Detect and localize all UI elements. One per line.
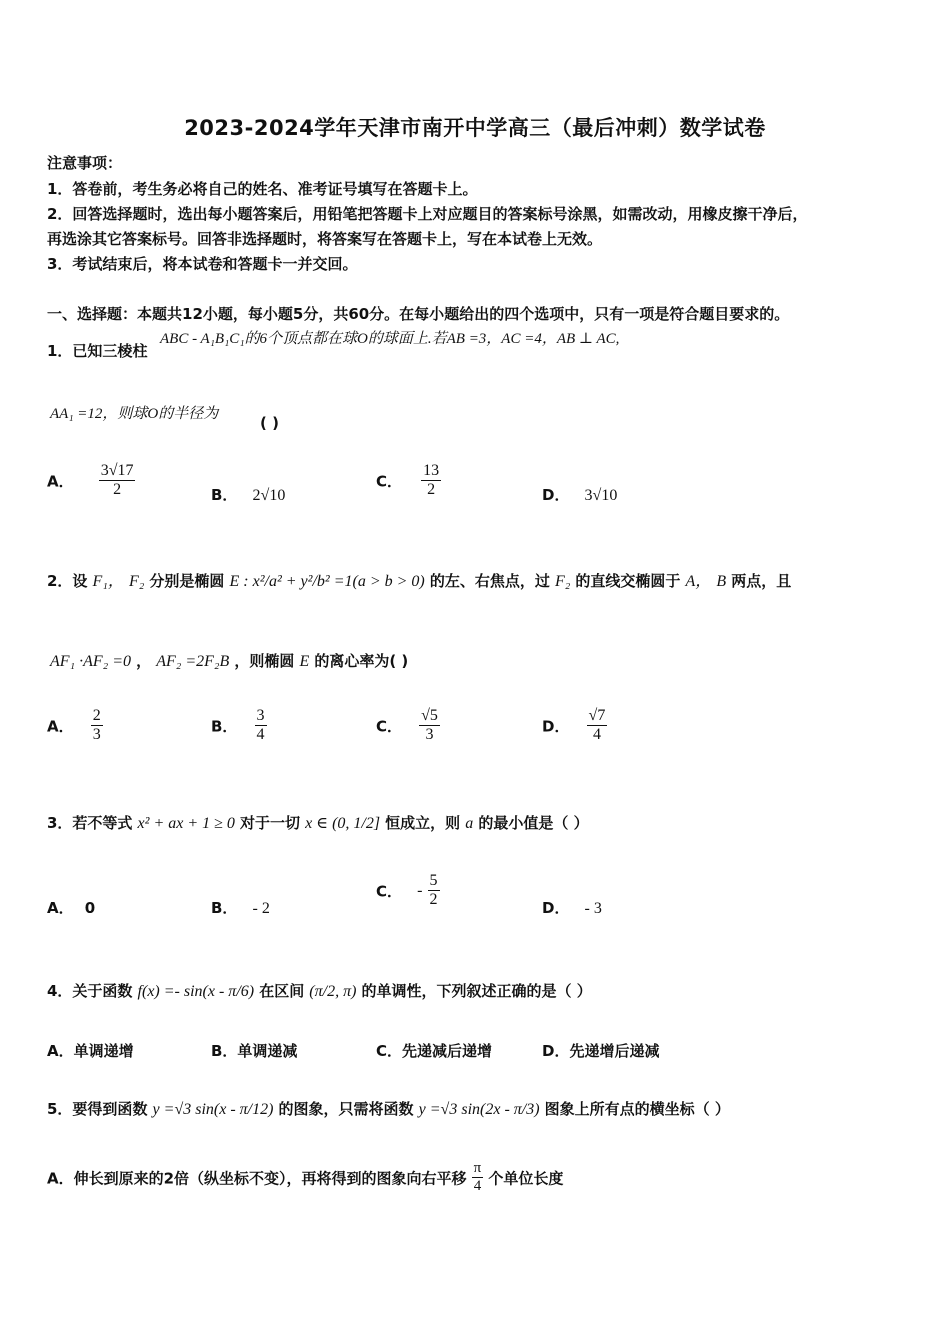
q4-function: f(x) =- sin(x - π/6) bbox=[137, 983, 255, 1000]
q2-cond1: AF₁ ·AF₂ =0 bbox=[50, 653, 132, 670]
q2-option-a[interactable] bbox=[47, 707, 103, 745]
notice-heading: 注意事项： bbox=[47, 154, 123, 172]
q1-condition-2: AA₁ =12，则球O的半径为 bbox=[50, 406, 219, 422]
q2-f2-b: F₂ bbox=[554, 573, 571, 590]
q2-c-num: √5 bbox=[419, 707, 440, 726]
q1-d-value: 3√10 bbox=[584, 487, 618, 504]
q1-condition: ABC - A₁B₁C₁的6个顶点都在球O的球面上.若AB =3，AC =4，AB ⊥ AC, bbox=[160, 331, 620, 347]
q2-option-d-label: D． bbox=[542, 717, 570, 736]
q5-function-1: y =√3 sin(x - π/12) bbox=[152, 1101, 274, 1118]
q1-label: 1．已知三棱柱 bbox=[47, 342, 148, 360]
page-title: 2023-2024学年天津市南开中学高三（最后冲刺）数学试卷 bbox=[184, 116, 766, 140]
q3-label: 3．若不等式 bbox=[47, 814, 133, 832]
q2-option-b[interactable] bbox=[211, 707, 267, 745]
q2-option-d[interactable] bbox=[542, 707, 607, 745]
q1-c-num: 13 bbox=[421, 462, 441, 481]
q3-option-d[interactable] bbox=[542, 897, 602, 918]
q2-d-num: √7 bbox=[587, 707, 608, 726]
q2-comma: ， bbox=[136, 652, 152, 670]
q4-option-b[interactable]: B．单调递减 bbox=[211, 1042, 298, 1060]
q4-option-a[interactable]: A．单调递增 bbox=[47, 1042, 134, 1060]
q2-label: 2．设 bbox=[47, 572, 88, 590]
q2-b-num: 3 bbox=[255, 707, 267, 726]
q3-b-value: - 2 bbox=[252, 900, 270, 917]
q2-a-num: 2 bbox=[91, 707, 103, 726]
notice-item-1: 1．答卷前，考生务必将自己的姓名、准考证号填写在答题卡上。 bbox=[47, 180, 478, 198]
q4-stem bbox=[47, 980, 592, 1001]
q2-ellipse: E : x²/a² + y²/b² =1(a > b > 0) bbox=[229, 573, 425, 590]
q2-f1: F₁， bbox=[92, 573, 124, 590]
q3-option-c-label: C． bbox=[376, 882, 403, 901]
q1-option-a-label: A． bbox=[47, 472, 74, 491]
q2-a-den: 3 bbox=[92, 726, 101, 744]
q2-point-b: B bbox=[716, 573, 727, 590]
q3-tail2: 的最小值是（ ） bbox=[478, 814, 589, 832]
q3-tail: 恒成立，则 bbox=[385, 814, 461, 832]
q2-mid1: 分别是椭圆 bbox=[149, 572, 225, 590]
notice-item-2-cont: 再选涂其它答案标号。回答非选择题时，将答案写在答题卡上，写在本试卷上无效。 bbox=[47, 230, 603, 248]
q2-mid4: 两点，且 bbox=[731, 572, 792, 590]
q3-c-sign: - bbox=[417, 881, 423, 899]
q5-label: 5．要得到函数 bbox=[47, 1100, 148, 1118]
q3-var: a bbox=[465, 815, 474, 832]
q5-tail: 图象上所有点的横坐标（ ） bbox=[544, 1100, 730, 1118]
q4-option-c[interactable]: C．先递减后递增 bbox=[376, 1042, 493, 1060]
q2-d-den: 4 bbox=[592, 726, 601, 744]
q2-option-c[interactable] bbox=[376, 707, 440, 745]
q1-a-num: 3√17 bbox=[99, 462, 136, 481]
q5-option-a-suffix: 个单位长度 bbox=[488, 1169, 564, 1188]
q3-option-d-label: D． bbox=[542, 899, 570, 917]
q1-c-den: 2 bbox=[427, 481, 436, 499]
q5-option-a[interactable] bbox=[47, 1160, 563, 1196]
q3-stem bbox=[47, 812, 589, 833]
q4-tail: 的单调性，下列叙述正确的是（ ） bbox=[361, 982, 592, 1000]
q2-tail2: 的离心率为( ) bbox=[314, 652, 409, 670]
q2-c-den: 3 bbox=[425, 726, 434, 744]
q2-stem-2 bbox=[50, 650, 408, 671]
q2-e: E bbox=[299, 653, 310, 670]
q3-mid: 对于一切 bbox=[240, 814, 301, 832]
q3-a-value: 0 bbox=[84, 899, 96, 917]
q3-c-den: 2 bbox=[429, 891, 438, 909]
q1-option-c[interactable] bbox=[376, 462, 441, 500]
q5-option-a-text: A．伸长到原来的2倍（纵坐标不变），再将得到的图象向右平移 bbox=[47, 1169, 467, 1188]
q3-option-a[interactable] bbox=[47, 897, 95, 918]
q4-option-d[interactable]: D．先递增后递减 bbox=[542, 1042, 660, 1060]
q4-mid: 在区间 bbox=[259, 982, 305, 1000]
q2-option-b-label: B． bbox=[211, 717, 238, 736]
q1-b-value: 2√10 bbox=[252, 487, 286, 504]
q2-option-a-label: A． bbox=[47, 717, 74, 736]
q5-function-2: y =√3 sin(2x - π/3) bbox=[418, 1101, 540, 1118]
q1-option-b[interactable] bbox=[211, 484, 285, 505]
q2-option-c-label: C． bbox=[376, 717, 403, 736]
q2-point-a: A， bbox=[685, 573, 712, 590]
q3-d-value: - 3 bbox=[584, 900, 602, 917]
q5-stem bbox=[47, 1098, 730, 1119]
q5-a-frac-den: 4 bbox=[473, 1178, 482, 1195]
q3-option-b[interactable] bbox=[211, 897, 270, 918]
q2-b-den: 4 bbox=[256, 726, 265, 744]
q1-option-c-label: C． bbox=[376, 472, 403, 491]
q3-option-c[interactable] bbox=[376, 872, 440, 910]
q3-inequality: x² + ax + 1 ≥ 0 bbox=[137, 815, 235, 832]
q1-option-d[interactable] bbox=[542, 484, 617, 505]
q5-mid: 的图象，只需将函数 bbox=[278, 1100, 414, 1118]
q1-a-den: 2 bbox=[113, 481, 122, 499]
q1-option-a[interactable] bbox=[47, 462, 135, 500]
notice-item-3: 3．考试结束后，将本试卷和答题卡一并交回。 bbox=[47, 255, 358, 273]
q1-option-d-label: D． bbox=[542, 486, 570, 504]
q4-label: 4．关于函数 bbox=[47, 982, 133, 1000]
q3-option-a-label: A． bbox=[47, 899, 74, 917]
q2-mid2: 的左、右焦点，过 bbox=[429, 572, 550, 590]
section-heading: 一、选择题：本题共12小题，每小题5分，共60分。在每小题给出的四个选项中，只有一项是符合题目要求的。 bbox=[47, 305, 790, 323]
q3-option-b-label: B． bbox=[211, 899, 238, 917]
q2-mid3: 的直线交椭圆于 bbox=[575, 572, 681, 590]
q3-domain: x ∈ (0, 1/2] bbox=[305, 815, 381, 832]
q2-f2: F₂ bbox=[128, 573, 145, 590]
q3-c-num: 5 bbox=[428, 872, 440, 891]
q4-interval: (π/2, π) bbox=[309, 983, 357, 1000]
q5-a-frac-num: π bbox=[472, 1160, 484, 1178]
q1-paren: ( ) bbox=[260, 414, 279, 432]
q2-cond2: AF₂ =2F₂B bbox=[156, 653, 230, 670]
notice-item-2: 2．回答选择题时，选出每小题答案后，用铅笔把答题卡上对应题目的答案标号涂黑，如需改动，用橡皮擦干净后， bbox=[47, 205, 808, 223]
q2-stem bbox=[47, 568, 791, 591]
q2-tail1: ，则椭圆 bbox=[234, 652, 295, 670]
q1-option-b-label: B． bbox=[211, 486, 238, 504]
